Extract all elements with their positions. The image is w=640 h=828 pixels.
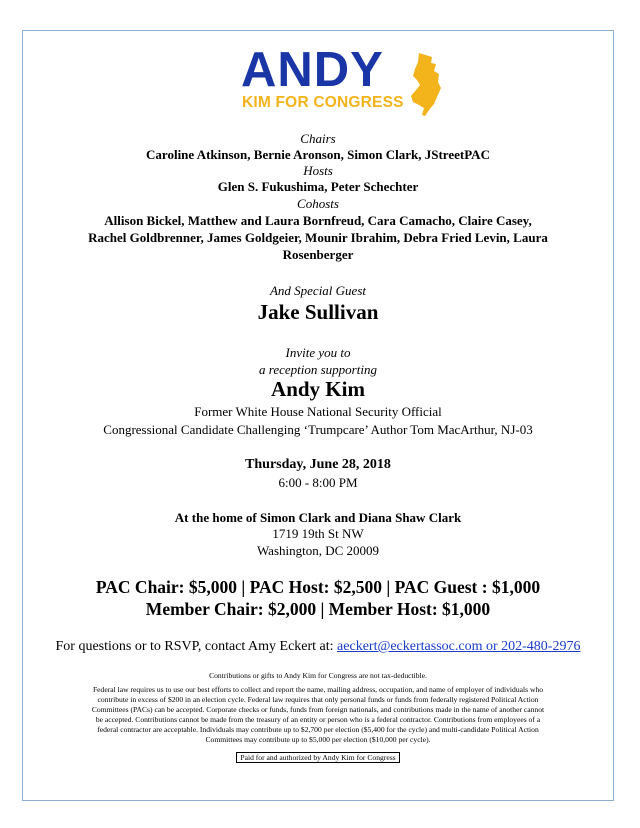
chairs-names: Caroline Atkinson, Bernie Aronson, Simon Clark, JStreetPAC <box>146 147 490 162</box>
logo-name: ANDY <box>241 43 384 97</box>
disclaimer-line-4: be accepted. Contributions cannot be made from the treasury of an entity or person who is a federal contractor. Contributions from employees of a <box>95 715 541 724</box>
chairs-heading: Chairs <box>300 131 336 146</box>
rsvp-contact-link[interactable]: aeckert@eckertassoc.com or 202-480-2976 <box>337 639 581 654</box>
disclaimer-line-6: Committees may contribute up to $5,000 per election ($10,000 per cycle). <box>205 735 431 744</box>
hosts-names: Glen S. Fukushima, Peter Schechter <box>217 179 419 194</box>
pricing-line-2: Member Chair: $2,000 | Member Host: $1,000 <box>145 599 491 619</box>
rsvp-text: For questions or to RSVP, contact Amy Eckert at: <box>55 639 338 654</box>
event-time: 6:00 - 8:00 PM <box>278 475 358 490</box>
invite-line-2: a reception supporting <box>259 362 377 377</box>
cohosts-line-3: Rosenberger <box>282 247 354 262</box>
cohosts-heading: Cohosts <box>297 196 339 211</box>
tax-notice: Contributions or gifts to Andy Kim for Congress are not tax-deductible. <box>209 671 427 680</box>
rsvp-line <box>22 639 614 655</box>
disclaimer-line-3: Committees (PACs) can be accepted. Corporate checks or funds, funds from foreign nationals, and contributions made in the name of another cannot <box>91 705 545 714</box>
paid-for-wrapper <box>22 747 614 765</box>
cohosts-line-1: Allison Bickel, Matthew and Laura Bornfreud, Cara Camacho, Claire Casey, <box>104 213 532 228</box>
special-guest-name: Jake Sullivan <box>257 300 379 324</box>
pricing-line-1: PAC Chair: $5,000 | PAC Host: $2,500 | PAC Guest : $1,000 <box>95 577 541 597</box>
disclaimer-line-1: Federal law requires us to use our best efforts to collect and report the name, mailing address, occupation, and name of employer of individuals who <box>92 685 544 694</box>
disclaimer-line-5: federal contractor are acceptable. Individuals may contribute up to $2,700 per election ($5,400 for the cycle) and multi-candidate Political Action <box>97 725 539 734</box>
paid-for-box: Paid for and authorized by Andy Kim for Congress <box>236 752 399 763</box>
event-date: Thursday, June 28, 2018 <box>245 457 391 472</box>
logo-tagline: KIM FOR CONGRESS <box>242 94 404 111</box>
event-address-2: Washington, DC 20009 <box>256 543 380 558</box>
candidate-title-1: Former White House National Security Official <box>194 404 442 419</box>
campaign-logo <box>241 43 441 120</box>
event-address-1: 1719 19th St NW <box>272 526 364 541</box>
hosts-heading: Hosts <box>303 163 333 178</box>
candidate-name: Andy Kim <box>271 377 365 401</box>
candidate-title-2: Congressional Candidate Challenging ‘Trumpcare’ Author Tom MacArthur, NJ-03 <box>103 422 533 437</box>
new-jersey-state-icon <box>410 52 444 118</box>
invite-line-1: Invite you to <box>285 345 351 360</box>
cohosts-line-2: Rachel Goldbrenner, James Goldgeier, Mounir Ibrahim, Debra Fried Levin, Laura <box>88 230 548 245</box>
disclaimer-line-2: contribute in excess of $200 in an election cycle. Federal law requires that only personal funds or funds from federally registered Political Action <box>97 695 539 704</box>
special-guest-heading: And Special Guest <box>269 283 367 298</box>
event-venue: At the home of Simon Clark and Diana Shaw Clark <box>174 510 462 525</box>
